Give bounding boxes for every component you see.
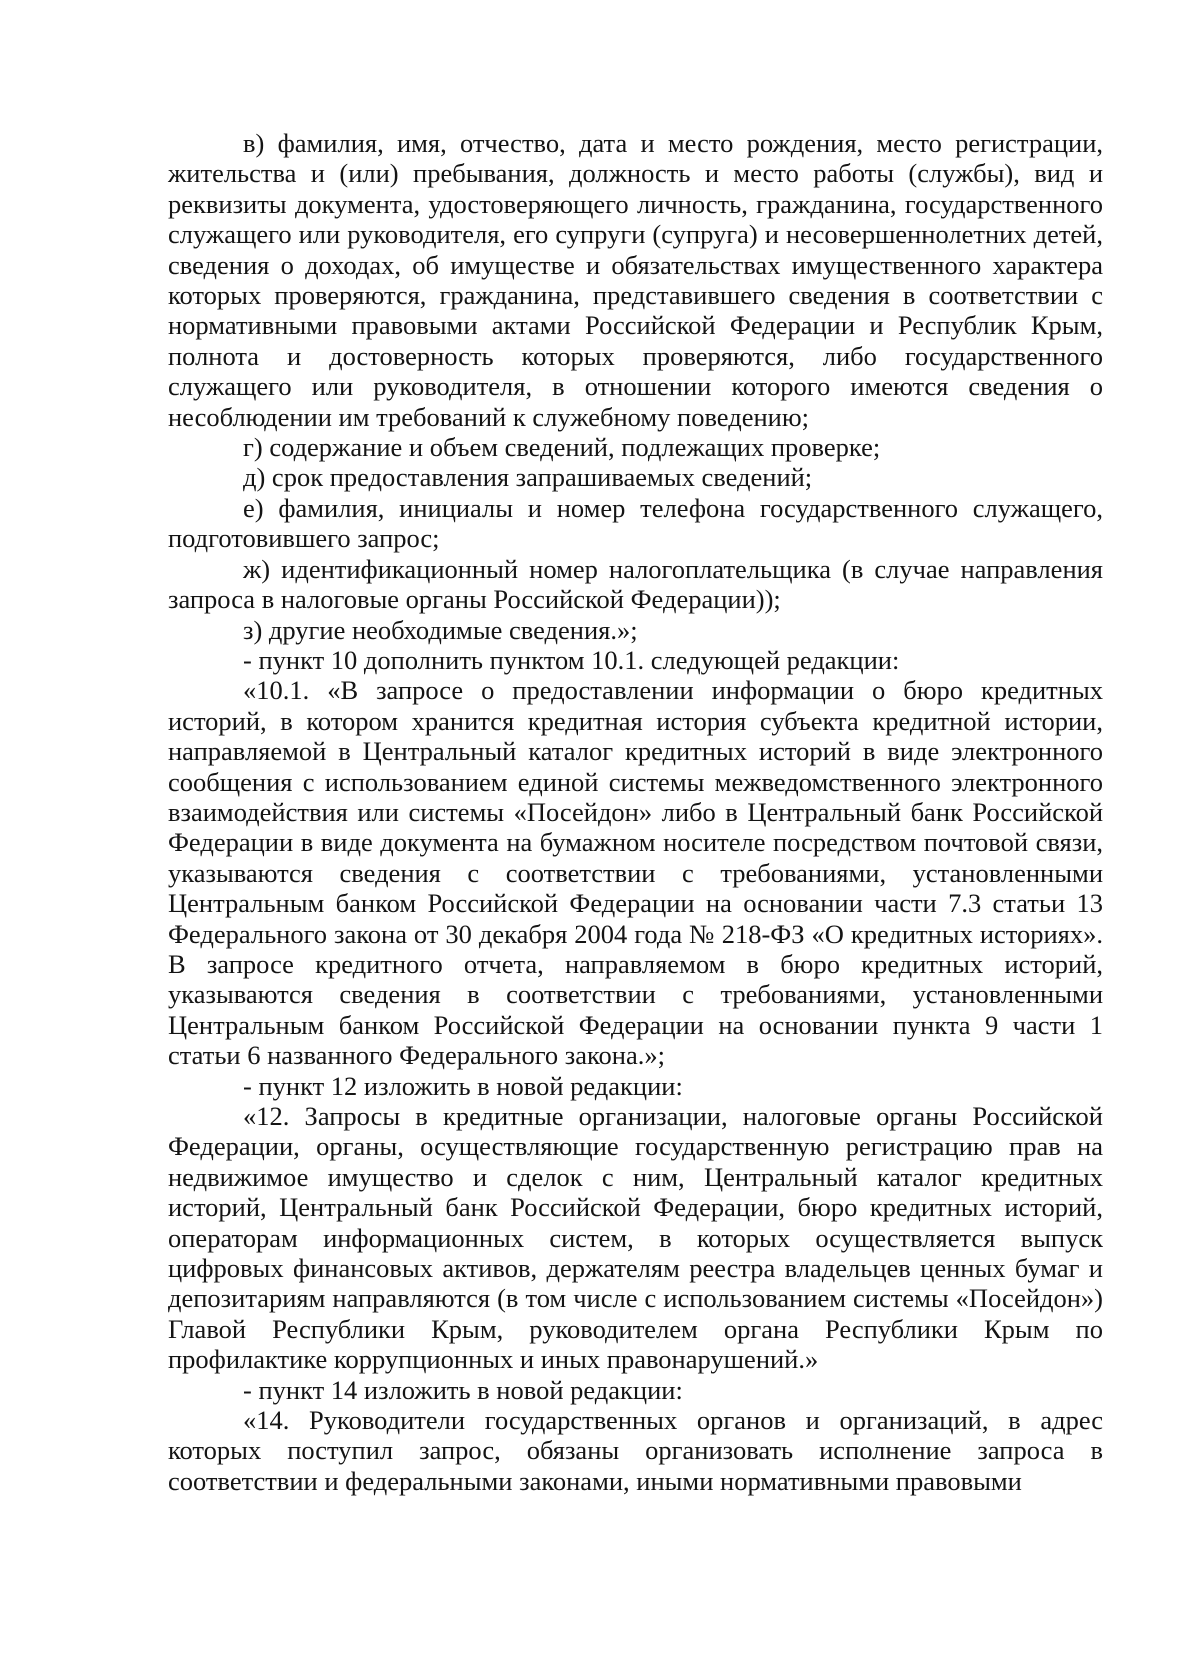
paragraph-point-10-1: «10.1. «В запросе о предоставлении информации о бюро кредитных историй, в котором хранится кредитная история субъекта кредитной истории, направляемой в Центральный каталог кредитных историй в виде электронного сообщения с использованием единой системы межведомственного электронного взаимодействия или системы «Посейдон» либо в Центральный банк Российской Федерации в виде документа на бумажном носителе посредством почтовой связи, указываются сведения с соответствии с требованиями, установленными Центральным банком Российской Федерации на основании части 7.3 статьи 13 Федерального закона от 30 декабря 2004 года № 218-ФЗ «О кредитных историях». В запросе кредитного отчета, направляемом в бюро кредитных историй, указываются сведения в соответствии с требованиями, установленными Центральным банком Российской Федерации на основании пункта 9 части 1 статьи 6 названного Федерального закона.»; (168, 675, 1103, 1071)
document-body (168, 128, 1103, 1496)
paragraph-point-12: «12. Запросы в кредитные организации, налоговые органы Российской Федерации, органы, осуществляющие государственную регистрацию прав на недвижимое имущество и сделок с ним, Центральный каталог кредитных историй, Центральный банк Российской Федерации, бюро кредитных историй, операторам информационных систем, в которых осуществляется выпуск цифровых финансовых активов, держателям реестра владельцев ценных бумаг и депозитариям направляются (в том числе с использованием системы «Посейдон») Главой Республики Крым, руководителем органа Республики Крым по профилактике коррупционных и иных правонарушений.» (168, 1101, 1103, 1375)
paragraph-point-12-intro: - пункт 12 изложить в новой редакции: (243, 1070, 683, 1101)
paragraph-item-g: г) содержание и объем сведений, подлежащих проверке; (243, 432, 881, 463)
paragraph-point-14-intro: - пункт 14 изложить в новой редакции: (243, 1374, 683, 1405)
paragraph-item-z: з) другие необходимые сведения.»; (243, 614, 638, 645)
paragraph-item-e: е) фамилия, инициалы и номер телефона государственного служащего, подготовившего запрос; (168, 492, 1103, 554)
paragraph-item-zh: ж) идентификационный номер налогоплательщика (в случае направления запроса в налоговые органы Российской Федерации)); (168, 553, 1103, 615)
paragraph-item-v: в) фамилия, имя, отчество, дата и место рождения, место регистрации, жительства и (или) пребывания, должность и место работы (службы), вид и реквизиты документа, удостоверяющего личность, гражданина, государственного служащего или руководителя, его супруги (супруга) и несовершеннолетних детей, сведения о доходах, об имуществе и обязательствах имущественного характера которых проверяются, гражданина, представившего сведения в соответствии с нормативными правовыми актами Российской Федерации и Республик Крым, полнота и достоверность которых проверяются, либо государственного служащего или руководителя, в отношении которого имеются сведения о несоблюдении им требований к служебному поведению; (168, 128, 1103, 432)
paragraph-point-14: «14. Руководители государственных органов и организаций, в адрес которых поступил запрос, обязаны организовать исполнение запроса в соответствии и федеральными законами, иными нормативными правовыми (168, 1405, 1103, 1496)
paragraph-point-10-intro: - пункт 10 дополнить пунктом 10.1. следующей редакции: (243, 644, 900, 675)
paragraph-item-d: д) срок предоставления запрашиваемых сведений; (243, 462, 813, 493)
